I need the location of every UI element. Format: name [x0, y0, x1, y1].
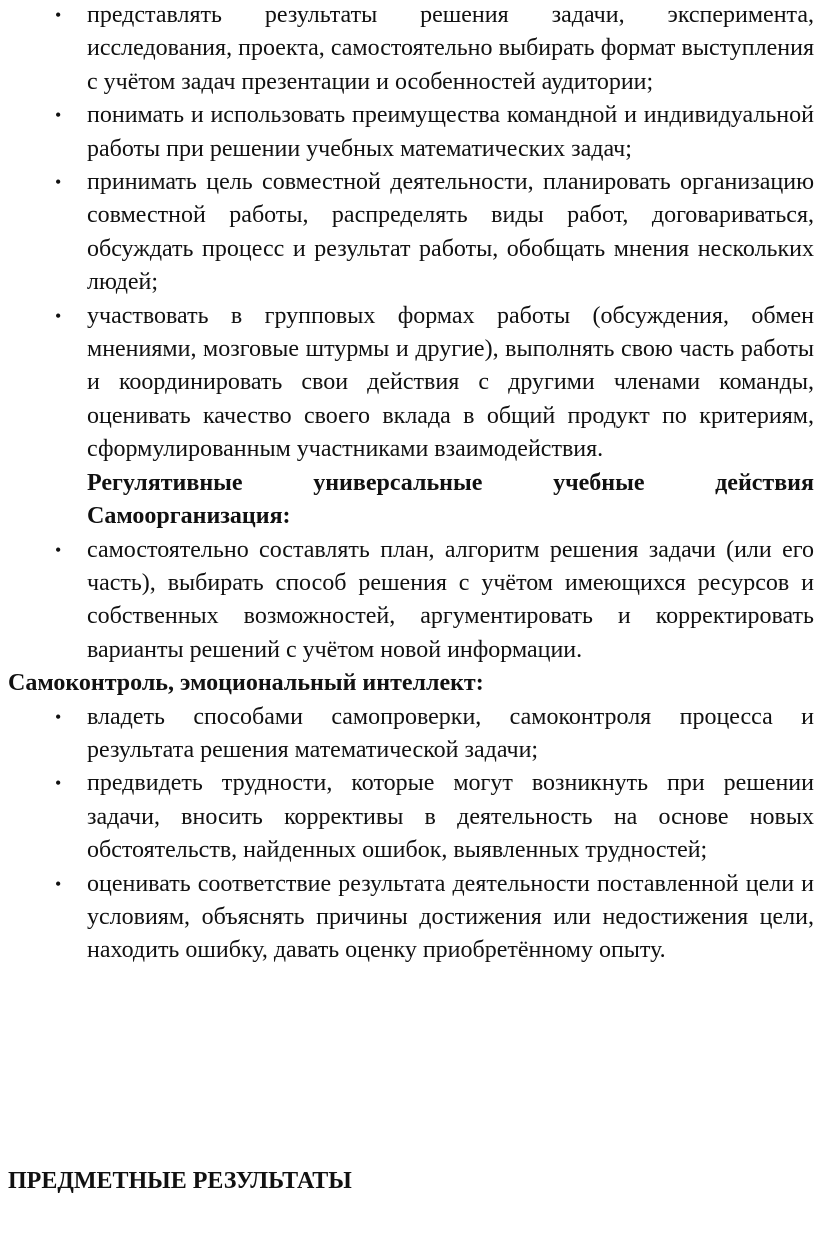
list-item-text: участвовать в групповых формах работы (обсуждения, обмен мнениями, мозговые штурмы и другие), выполнять свою часть работы и координировать свои действия с другими членами команды, оценивать качество своего вклада в общий продукт по критериям, сформулированным участниками взаимодействия.: [87, 302, 814, 463]
bullet-icon: •: [55, 706, 62, 727]
list-item-text: понимать и использовать преимущества командной и индивидуальной работы при решении учебных математических задач;: [87, 102, 814, 162]
bullet-icon: •: [55, 773, 62, 794]
self-control-heading: Самоконтроль, эмоциональный интеллект:: [8, 670, 484, 697]
section-title: ПРЕДМЕТНЫЕ РЕЗУЛЬТАТЫ: [8, 1168, 352, 1194]
list-item-text: оценивать соответствие результата деятельности поставленной цели и условиям, объяснять причины достижения или недостижения цели, находить ошибку, давать оценку приобретённому опыту.: [87, 870, 814, 964]
list-item-text: самостоятельно составлять план, алгоритм решения задачи (или его часть), выбирать способ решения с учётом имеющихся ресурсов и собственных возможностей, аргументировать и корректировать варианты решений с учётом новой информации.: [87, 536, 814, 663]
list-item: [0, 534, 816, 668]
list-item-text: предвидеть трудности, которые могут возникнуть при решении задачи, вносить коррективы в деятельность на основе новых обстоятельств, найденных ошибок, выявленных трудностей;: [87, 770, 814, 864]
list-item-text: принимать цель совместной деятельности, планировать организацию совместной работы, распределять виды работ, договариваться, обсуждать процесс и результат работы, обобщать мнения нескольких людей;: [87, 169, 814, 296]
list-item: [0, 99, 816, 166]
bullet-icon: •: [55, 105, 62, 126]
bullet-list-self-control: [0, 701, 816, 968]
bullet-list-communication: [0, 0, 816, 467]
bullet-list-self-organization: [0, 534, 816, 668]
list-item-text: владеть способами самопроверки, самоконтроля процесса и результата решения математической задачи;: [87, 703, 814, 763]
list-item: [0, 868, 816, 968]
bullet-icon: •: [55, 172, 62, 193]
list-item: [0, 767, 816, 867]
regulative-heading-block: [0, 467, 816, 534]
bullet-icon: •: [55, 305, 62, 326]
list-item-text: представлять результаты решения задачи, эксперимента, исследования, проекта, самостоятельно выбирать формат выступления с учётом задач презентации и особенностей аудитории;: [87, 2, 814, 95]
list-item: [0, 300, 816, 467]
self-organization-heading: Самоорганизация:: [87, 503, 291, 530]
bullet-icon: •: [55, 5, 62, 25]
regulative-heading: Регулятивные универсальные учебные действия: [87, 469, 814, 496]
bullet-icon: •: [55, 539, 62, 560]
bullet-icon: •: [55, 873, 62, 894]
list-item: [0, 0, 816, 99]
list-item: [0, 166, 816, 300]
list-item: [0, 701, 816, 768]
